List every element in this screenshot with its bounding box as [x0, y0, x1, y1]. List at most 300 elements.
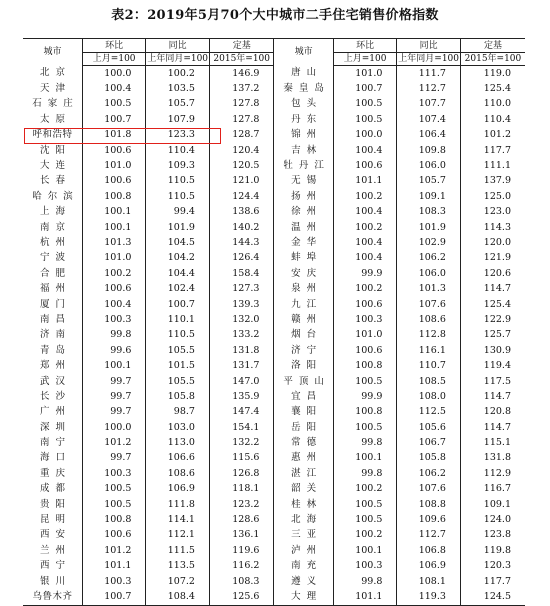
table-row: [23, 574, 525, 589]
city-cell: 天津: [39, 83, 71, 95]
base-cell: 133.2: [209, 328, 274, 343]
base-cell: 131.8: [209, 343, 274, 358]
mom-cell: 99.7: [82, 405, 146, 420]
base-cell: 117.7: [460, 574, 525, 589]
yoy-cell: 104.2: [146, 251, 210, 266]
yoy-cell: 106.9: [397, 559, 461, 574]
base-cell: 123.0: [460, 205, 525, 220]
city-cell: 平顶山: [274, 374, 333, 389]
mom-cell: 100.5: [333, 420, 397, 435]
city-cell: 徐州: [274, 205, 333, 220]
yoy-cell: 106.0: [397, 266, 461, 281]
table-row: [23, 497, 525, 512]
mom-cell: 100.2: [333, 220, 397, 235]
table-row: [23, 174, 525, 189]
yoy-cell: 111.5: [146, 543, 210, 558]
mom-cell: 100.6: [333, 343, 397, 358]
city-cell: 温州: [274, 220, 333, 235]
table-row: [23, 251, 525, 266]
city-cell: 南宁: [39, 437, 71, 449]
city-cell: 福州: [39, 283, 71, 295]
table-row: [23, 281, 525, 296]
header-city-left: 城市: [23, 39, 82, 66]
mom-cell: 100.7: [82, 589, 146, 605]
city-cell: 武汉: [39, 375, 71, 387]
mom-cell: 100.3: [82, 466, 146, 481]
city-cell: 蚌埠: [274, 251, 333, 266]
yoy-cell: 108.1: [397, 574, 461, 589]
yoy-cell: 112.5: [397, 405, 461, 420]
yoy-cell: 105.6: [397, 420, 461, 435]
city-cell: 广州: [39, 406, 71, 418]
city-cell: 大理: [274, 589, 333, 605]
base-cell: 127.8: [209, 97, 274, 112]
mom-cell: 100.4: [82, 297, 146, 312]
yoy-cell: 106.8: [397, 543, 461, 558]
mom-cell: 100.4: [82, 81, 146, 96]
base-cell: 146.9: [209, 66, 274, 82]
city-cell: 宜昌: [274, 389, 333, 404]
city-cell: 南昌: [39, 313, 71, 325]
yoy-cell: 109.1: [397, 189, 461, 204]
city-cell: 南充: [274, 559, 333, 574]
base-cell: 125.4: [460, 297, 525, 312]
base-cell: 115.1: [460, 435, 525, 450]
yoy-cell: 114.1: [146, 512, 210, 527]
yoy-cell: 106.0: [397, 158, 461, 173]
yoy-cell: 106.4: [397, 128, 461, 143]
header-mom-sub-left: 上月=100: [82, 53, 146, 66]
mom-cell: 99.7: [82, 374, 146, 389]
base-cell: 110.4: [460, 112, 525, 127]
yoy-cell: 106.9: [146, 482, 210, 497]
mom-cell: 100.5: [333, 497, 397, 512]
mom-cell: 101.8: [82, 128, 146, 143]
city-cell: 安庆: [274, 266, 333, 281]
yoy-cell: 106.6: [146, 451, 210, 466]
mom-cell: 100.6: [82, 281, 146, 296]
city-cell: 重庆: [39, 467, 71, 479]
mom-cell: 101.0: [333, 66, 397, 82]
city-cell: 杭州: [39, 236, 71, 248]
table-row: [23, 512, 525, 527]
base-cell: 144.3: [209, 235, 274, 250]
header-yoy-sub-right: 上年同月=100: [398, 54, 460, 64]
yoy-cell: 110.5: [146, 174, 210, 189]
city-cell: 呼和浩特: [32, 129, 73, 141]
table-row: [23, 97, 525, 112]
base-cell: 125.7: [460, 328, 525, 343]
table-row: [23, 158, 525, 173]
city-cell: 宁波: [39, 252, 71, 264]
base-cell: 120.0: [460, 235, 525, 250]
table-title: 表2：2019年5月70个大中城市二手住宅销售价格指数: [111, 8, 439, 23]
city-cell: 贵阳: [39, 498, 71, 510]
base-cell: 119.4: [460, 358, 525, 373]
table-row: [23, 451, 525, 466]
city-cell: 长沙: [39, 390, 71, 402]
yoy-cell: 110.5: [146, 328, 210, 343]
yoy-cell: 107.2: [146, 574, 210, 589]
city-cell: 湛江: [274, 466, 333, 481]
yoy-cell: 108.4: [146, 589, 210, 605]
table-row: [23, 143, 525, 158]
mom-cell: 100.6: [333, 158, 397, 173]
city-cell: 厦门: [39, 298, 71, 310]
yoy-cell: 101.9: [397, 220, 461, 235]
table-row: [23, 374, 525, 389]
base-cell: 119.0: [460, 66, 525, 82]
base-cell: 128.7: [209, 128, 274, 143]
yoy-cell: 103.5: [146, 81, 210, 96]
city-cell: 乌鲁木齐: [23, 589, 82, 605]
city-cell: 西宁: [39, 560, 71, 572]
table-row: [23, 358, 525, 373]
table-row: [23, 66, 525, 82]
mom-cell: 100.6: [333, 297, 397, 312]
base-cell: 147.0: [209, 374, 274, 389]
city-cell: 泸州: [274, 543, 333, 558]
mom-cell: 100.1: [333, 543, 397, 558]
yoy-cell: 109.8: [397, 143, 461, 158]
yoy-cell: 108.3: [397, 205, 461, 220]
base-cell: 137.9: [460, 174, 525, 189]
mom-cell: 100.2: [333, 189, 397, 204]
table-row: [23, 235, 525, 250]
city-cell: 唐山: [274, 66, 333, 82]
base-cell: 135.9: [209, 389, 274, 404]
city-cell: 海口: [39, 452, 71, 464]
yoy-cell: 112.7: [397, 81, 461, 96]
city-cell: 扬州: [274, 189, 333, 204]
mom-cell: 101.1: [82, 559, 146, 574]
city-cell: 无锡: [274, 174, 333, 189]
mom-cell: 100.5: [82, 97, 146, 112]
mom-cell: 100.0: [82, 420, 146, 435]
header-yoy-right: 同比: [397, 39, 461, 53]
mom-cell: 101.1: [333, 174, 397, 189]
table-row: [23, 205, 525, 220]
mom-cell: 100.1: [333, 451, 397, 466]
base-cell: 154.1: [209, 420, 274, 435]
yoy-cell: 107.6: [397, 482, 461, 497]
base-cell: 109.1: [460, 497, 525, 512]
mom-cell: 99.7: [82, 389, 146, 404]
yoy-cell: 109.3: [146, 158, 210, 173]
base-cell: 120.5: [209, 158, 274, 173]
city-cell: 西安: [39, 529, 71, 541]
header-mom-left: 环比: [82, 39, 146, 53]
city-cell: 烟台: [274, 328, 333, 343]
yoy-cell: 119.3: [397, 589, 461, 605]
table-row: [23, 543, 525, 558]
base-cell: 136.1: [209, 528, 274, 543]
city-cell: 深圳: [39, 421, 71, 433]
yoy-cell: 107.4: [397, 112, 461, 127]
mom-cell: 99.8: [82, 328, 146, 343]
city-cell: 包头: [274, 97, 333, 112]
mom-cell: 99.8: [333, 466, 397, 481]
mom-cell: 100.6: [82, 528, 146, 543]
yoy-cell: 105.5: [146, 374, 210, 389]
yoy-cell: 112.8: [397, 328, 461, 343]
city-cell: 兰州: [39, 544, 71, 556]
table-row: [23, 266, 525, 281]
yoy-cell: 99.4: [146, 205, 210, 220]
table-row: [23, 559, 525, 574]
mom-cell: 101.0: [82, 251, 146, 266]
yoy-cell: 113.0: [146, 435, 210, 450]
header-mom-right: 环比: [333, 39, 397, 53]
header-base-sub-left: 2015年=100: [209, 53, 274, 66]
table-row: [23, 589, 525, 605]
table-row: [23, 220, 525, 235]
table-row: [23, 297, 525, 312]
yoy-cell: 107.9: [146, 112, 210, 127]
table-row: [23, 189, 525, 204]
base-cell: 119.6: [209, 543, 274, 558]
base-cell: 158.4: [209, 266, 274, 281]
yoy-cell: 110.4: [146, 143, 210, 158]
base-cell: 108.3: [209, 574, 274, 589]
base-cell: 132.2: [209, 435, 274, 450]
yoy-cell: 100.2: [146, 66, 210, 82]
base-cell: 116.2: [209, 559, 274, 574]
yoy-cell: 103.0: [146, 420, 210, 435]
city-cell: 常德: [274, 435, 333, 450]
yoy-cell: 105.8: [146, 389, 210, 404]
city-cell: 哈尔滨: [32, 190, 79, 202]
city-cell: 吉林: [274, 143, 333, 158]
header-yoy-sub-left: 上年同月=100: [147, 54, 209, 64]
yoy-cell: 98.7: [146, 405, 210, 420]
city-cell: 遵义: [274, 574, 333, 589]
mom-cell: 100.0: [333, 128, 397, 143]
mom-cell: 100.6: [82, 143, 146, 158]
city-cell: 锦州: [274, 128, 333, 143]
city-cell: 三亚: [274, 528, 333, 543]
base-cell: 119.8: [460, 543, 525, 558]
yoy-cell: 112.1: [146, 528, 210, 543]
city-cell: 合肥: [39, 267, 71, 279]
base-cell: 125.6: [209, 589, 274, 605]
city-cell: 郑州: [39, 360, 71, 372]
yoy-cell: 107.7: [397, 97, 461, 112]
yoy-cell: 105.7: [397, 174, 461, 189]
yoy-cell: 105.5: [146, 343, 210, 358]
base-cell: 120.8: [460, 405, 525, 420]
yoy-cell: 102.4: [146, 281, 210, 296]
city-cell: 岳阳: [274, 420, 333, 435]
base-cell: 124.0: [460, 512, 525, 527]
city-cell: 丹东: [274, 112, 333, 127]
city-cell: 九江: [274, 297, 333, 312]
base-cell: 126.8: [209, 466, 274, 481]
mom-cell: 100.8: [82, 189, 146, 204]
yoy-cell: 101.9: [146, 220, 210, 235]
mom-cell: 100.1: [82, 358, 146, 373]
base-cell: 128.6: [209, 512, 274, 527]
yoy-cell: 108.5: [397, 374, 461, 389]
base-cell: 121.9: [460, 251, 525, 266]
mom-cell: 100.3: [82, 574, 146, 589]
base-cell: 123.8: [460, 528, 525, 543]
city-cell: 金华: [274, 235, 333, 250]
base-cell: 122.9: [460, 312, 525, 327]
mom-cell: 101.3: [82, 235, 146, 250]
table-row: [23, 328, 525, 343]
table-row: [23, 389, 525, 404]
table-row: [23, 81, 525, 96]
city-cell: 惠州: [274, 451, 333, 466]
base-cell: 127.3: [209, 281, 274, 296]
city-cell: 洛阳: [274, 358, 333, 373]
base-cell: 139.3: [209, 297, 274, 312]
base-cell: 132.0: [209, 312, 274, 327]
base-cell: 111.1: [460, 158, 525, 173]
yoy-cell: 104.4: [146, 266, 210, 281]
yoy-cell: 106.2: [397, 466, 461, 481]
mom-cell: 100.5: [333, 374, 397, 389]
city-cell: 南京: [39, 221, 71, 233]
mom-cell: 100.3: [333, 559, 397, 574]
table-row: [23, 528, 525, 543]
city-cell: 牡丹江: [274, 158, 333, 173]
base-cell: 137.2: [209, 81, 274, 96]
mom-cell: 99.8: [333, 574, 397, 589]
mom-cell: 100.2: [82, 266, 146, 281]
base-cell: 117.7: [460, 143, 525, 158]
mom-cell: 99.8: [333, 435, 397, 450]
city-cell: 昆明: [39, 514, 71, 526]
base-cell: 114.7: [460, 420, 525, 435]
yoy-cell: 110.1: [146, 312, 210, 327]
table-body: [23, 66, 525, 606]
city-cell: 襄阳: [274, 405, 333, 420]
city-cell: 沈阳: [39, 144, 71, 156]
header-mom-sub-right: 上月=100: [333, 53, 397, 66]
city-cell: 泉州: [274, 281, 333, 296]
city-cell: 青岛: [39, 344, 71, 356]
yoy-cell: 108.8: [397, 497, 461, 512]
base-cell: 124.5: [460, 589, 525, 605]
header-city-right: 城市: [274, 39, 333, 66]
city-cell: 赣州: [274, 312, 333, 327]
yoy-cell: 100.7: [146, 297, 210, 312]
city-cell: 北京: [39, 67, 71, 79]
yoy-cell: 102.9: [397, 235, 461, 250]
base-cell: 112.9: [460, 466, 525, 481]
table-row: [23, 420, 525, 435]
base-cell: 140.2: [209, 220, 274, 235]
yoy-cell: 106.7: [397, 435, 461, 450]
yoy-cell: 112.7: [397, 528, 461, 543]
base-cell: 130.9: [460, 343, 525, 358]
base-cell: 117.5: [460, 374, 525, 389]
base-cell: 124.4: [209, 189, 274, 204]
base-cell: 118.1: [209, 482, 274, 497]
base-cell: 127.8: [209, 112, 274, 127]
city-cell: 韶关: [274, 482, 333, 497]
base-cell: 114.7: [460, 281, 525, 296]
table-row: [23, 405, 525, 420]
city-cell: 大连: [39, 160, 71, 172]
yoy-cell: 106.2: [397, 251, 461, 266]
base-cell: 125.4: [460, 81, 525, 96]
city-cell: 济宁: [274, 343, 333, 358]
yoy-cell: 109.6: [397, 512, 461, 527]
city-cell: 北海: [274, 512, 333, 527]
mom-cell: 100.8: [333, 405, 397, 420]
base-cell: 138.6: [209, 205, 274, 220]
header-base-right: 定基: [460, 39, 525, 53]
base-cell: 110.0: [460, 97, 525, 112]
yoy-cell: 108.0: [397, 389, 461, 404]
city-cell: 上海: [39, 206, 71, 218]
mom-cell: 100.2: [333, 281, 397, 296]
city-cell: 桂林: [274, 497, 333, 512]
mom-cell: 101.2: [82, 435, 146, 450]
mom-cell: 99.6: [82, 343, 146, 358]
city-cell: 成都: [39, 483, 71, 495]
yoy-cell: 107.6: [397, 297, 461, 312]
base-cell: 101.2: [460, 128, 525, 143]
mom-cell: 101.1: [333, 589, 397, 605]
yoy-cell: 105.8: [397, 451, 461, 466]
mom-cell: 99.7: [82, 451, 146, 466]
header-yoy-left: 同比: [146, 39, 210, 53]
base-cell: 120.3: [460, 559, 525, 574]
base-cell: 123.2: [209, 497, 274, 512]
mom-cell: 100.4: [333, 235, 397, 250]
mom-cell: 100.4: [333, 143, 397, 158]
header-base-left: 定基: [209, 39, 274, 53]
base-cell: 114.7: [460, 389, 525, 404]
header-base-sub-right: 2015年=100: [460, 53, 525, 66]
mom-cell: 100.5: [333, 512, 397, 527]
table-row: [23, 112, 525, 127]
mom-cell: 99.9: [333, 389, 397, 404]
mom-cell: 100.5: [333, 112, 397, 127]
base-cell: 120.4: [209, 143, 274, 158]
yoy-cell: 116.1: [397, 343, 461, 358]
mom-cell: 100.5: [333, 97, 397, 112]
base-cell: 147.4: [209, 405, 274, 420]
yoy-cell: 101.3: [397, 281, 461, 296]
mom-cell: 100.7: [333, 81, 397, 96]
mom-cell: 100.3: [82, 312, 146, 327]
base-cell: 115.6: [209, 451, 274, 466]
table-row: [23, 128, 525, 143]
base-cell: 131.8: [460, 451, 525, 466]
yoy-cell: 101.5: [146, 358, 210, 373]
mom-cell: 100.1: [82, 220, 146, 235]
mom-cell: 100.8: [82, 512, 146, 527]
base-cell: 121.0: [209, 174, 274, 189]
table-row: [23, 435, 525, 450]
yoy-cell: 111.7: [397, 66, 461, 82]
yoy-cell: 105.7: [146, 97, 210, 112]
yoy-cell: 104.5: [146, 235, 210, 250]
base-cell: 116.7: [460, 482, 525, 497]
mom-cell: 100.5: [82, 497, 146, 512]
yoy-cell: 123.3: [146, 128, 210, 143]
table-row: [23, 482, 525, 497]
price-index-table: [23, 38, 525, 606]
mom-cell: 100.6: [82, 174, 146, 189]
city-cell: 长春: [39, 175, 71, 187]
table-row: [23, 343, 525, 358]
